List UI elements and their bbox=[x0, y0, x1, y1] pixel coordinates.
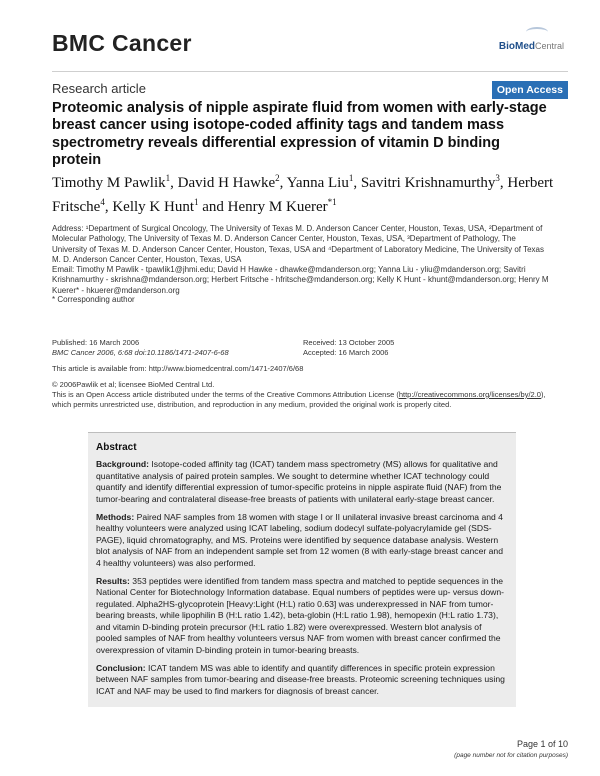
abstract-heading: Abstract bbox=[96, 442, 137, 453]
license-text bbox=[52, 390, 552, 410]
accepted-date: Accepted: 16 March 2006 bbox=[303, 347, 389, 357]
section-label: Background: bbox=[96, 459, 149, 470]
copyright bbox=[52, 380, 552, 409]
author-affiliation-mark: 3 bbox=[495, 173, 500, 183]
section-text: 353 peptides were identified from tandem mass spectra and matched to peptide sequences in the National Center for Biotechnology Information database. Equal numbers of peptides were up- versus down-regulated. Alpha2HS-glycoprotein [Heavy:Light (H:L) ratio 0.63] was underexpressed in NAF from tumor-bearing breasts, while lipophilin B (H:L ratio 1.42), beta-globin (H:L ratio 1.98), hemopexin (H:L ratio 1.73), and vitamin D-binding protein precursor (H:L ratio 1.82) were overexpressed. Western blot analysis of pooled samples of NAF from healthy volunteers versus NAF from women with breast cancer confirmed the overexpression of vitamin D-binding protein in tumor-bearing breasts. bbox=[96, 576, 504, 655]
section-label: Methods: bbox=[96, 512, 135, 523]
author-name: David H Hawke bbox=[177, 175, 276, 191]
publisher-name-suffix: Central bbox=[534, 41, 564, 51]
section-text: Paired NAF samples from 18 women with stage I or II unilateral invasive breast carcinoma and 4 healthy volunteers were analyzed using ICAT labeling, sodium dodecyl sulfate-polyacrylamide gel (SDS-PAGE), liquid chromatography, and MS. Proteins were identified by sequence database analysis. Western blot analysis of NAF from an independent sample set from 12 women (8 with early-stage breast cancer and 4 healthy volunteers) was also performed. bbox=[96, 512, 503, 568]
open-access-badge: Open Access bbox=[492, 81, 568, 99]
abstract-box bbox=[88, 432, 516, 707]
section-text: Isotope-coded affinity tag (ICAT) tandem mass spectrometry (MS) allows for qualitative and quantitative analysis of paired protein samples. We sought to determine whether ICAT technology could quantify and identify differential expression of tumor-specific proteins in nipple aspirate fluid (NAF) from the tumor-bearing and contralateral disease-free breasts of patients with unilateral early-stage breast cancer. bbox=[96, 459, 502, 504]
section-label: Conclusion: bbox=[96, 662, 146, 673]
author-affiliation-mark: 1 bbox=[348, 173, 354, 183]
author-separator: , bbox=[279, 175, 287, 191]
author-separator: and bbox=[198, 198, 228, 215]
article-type: Research article bbox=[52, 81, 146, 96]
publisher-name: BioMed bbox=[498, 41, 535, 52]
page-number: Page 1 of 10 bbox=[516, 739, 568, 749]
abstract-background bbox=[96, 459, 508, 505]
abstract-conclusion bbox=[96, 663, 508, 697]
author-name: Henry M Kuerer bbox=[227, 198, 328, 215]
abstract-methods bbox=[96, 512, 508, 569]
author-affiliation-mark: 4 bbox=[100, 196, 105, 207]
publication-info bbox=[52, 338, 229, 358]
author-separator: , bbox=[170, 175, 178, 191]
license-post: ), which permits unrestricted use, distribution, and reproduction in any medium, provided the original work is properly cited. bbox=[52, 389, 546, 409]
copyright-line: © 2006Pawlik et al; licensee BioMed Central Ltd. bbox=[52, 380, 215, 389]
author-name: Yanna Liu bbox=[286, 175, 349, 191]
header-divider bbox=[52, 71, 568, 72]
section-label: Results: bbox=[96, 576, 130, 587]
publisher-logo bbox=[499, 36, 564, 54]
abstract-results bbox=[96, 576, 508, 656]
published-date: Published: 16 March 2006 bbox=[52, 338, 140, 347]
author-emails: Email: Timothy M Pawlik - tpawlik1@jhmi.edu; David H Hawke - dhawke@mdanderson.org; Yanna Liu - yliu@mdanderson.org; Savitri Krishnamurthy - skrishna@mdanderson.org; Herbert Fritsche - hfritsche@mdanderson.org; Kelly K Hunt - khunt@mdanderson.org; Henry M Kuerer* - hkuerer@mdanderson.org bbox=[52, 265, 549, 295]
section-text: ICAT tandem MS was able to identify and quantify differences in specific protein expression between NAF samples from tumor-bearing and disease-free breasts. Proteomic screening techniques using ICAT and NAF may be used to find markers for diagnosis of breast cancer. bbox=[96, 662, 505, 696]
author-affiliation-mark: 1 bbox=[194, 196, 199, 207]
article-title: Proteomic analysis of nipple aspirate fluid from women with early-stage breast cancer using isotope-coded affinity tags and tandem mass spectrometry reveals differential expression of vitamin D binding protein bbox=[52, 100, 547, 169]
page-note: (page number not for citation purposes) bbox=[454, 752, 568, 759]
author-name: Savitri Krishnamurthy bbox=[360, 175, 496, 191]
affiliations: Address: ¹Department of Surgical Oncology, The University of Texas M. D. Anderson Cancer Center, Houston, Texas, USA, ²Department of Molecular Pathology, The University of Texas M. D. Anderson Cancer Center, Houston, Texas, USA, ³Department of Pathology, The University of Texas M. D. Anderson Cancer Center, Houston, Texas, USA and ⁴Department of Laboratory Medicine, The University of Texas M. D. Anderson Cancer Center, Houston, Texas, USA bbox=[52, 224, 544, 264]
author-affiliation-mark: 2 bbox=[275, 173, 280, 183]
corresponding-note: * Corresponding author bbox=[52, 295, 135, 304]
author-name: Herbert Fritsche bbox=[52, 175, 554, 215]
license-pre: This is an Open Access article distributed under the terms of the Creative Commons Attribution License ( bbox=[52, 389, 399, 399]
license-link[interactable]: http://creativecommons.org/licenses/by/2.0 bbox=[398, 389, 541, 399]
author-separator: , bbox=[104, 198, 113, 215]
author-separator: , bbox=[499, 175, 508, 191]
author-list bbox=[52, 169, 562, 216]
author-affiliation-mark: 1 bbox=[165, 173, 171, 183]
author-name: Kelly K Hunt bbox=[112, 198, 194, 215]
received-accepted bbox=[303, 338, 394, 358]
received-date: Received: 13 October 2005 bbox=[303, 338, 395, 347]
author-affiliation-mark: *1 bbox=[327, 196, 337, 207]
journal-title: BMC Cancer bbox=[52, 30, 192, 56]
availability: This article is available from: http://www.biomedcentral.com/1471-2407/6/68 bbox=[52, 364, 304, 373]
author-name: Timothy M Pawlik bbox=[52, 175, 166, 191]
author-separator: , bbox=[353, 175, 361, 191]
citation: BMC Cancer 2006, 6:68 doi:10.1186/1471-2407-6-68 bbox=[52, 347, 229, 357]
